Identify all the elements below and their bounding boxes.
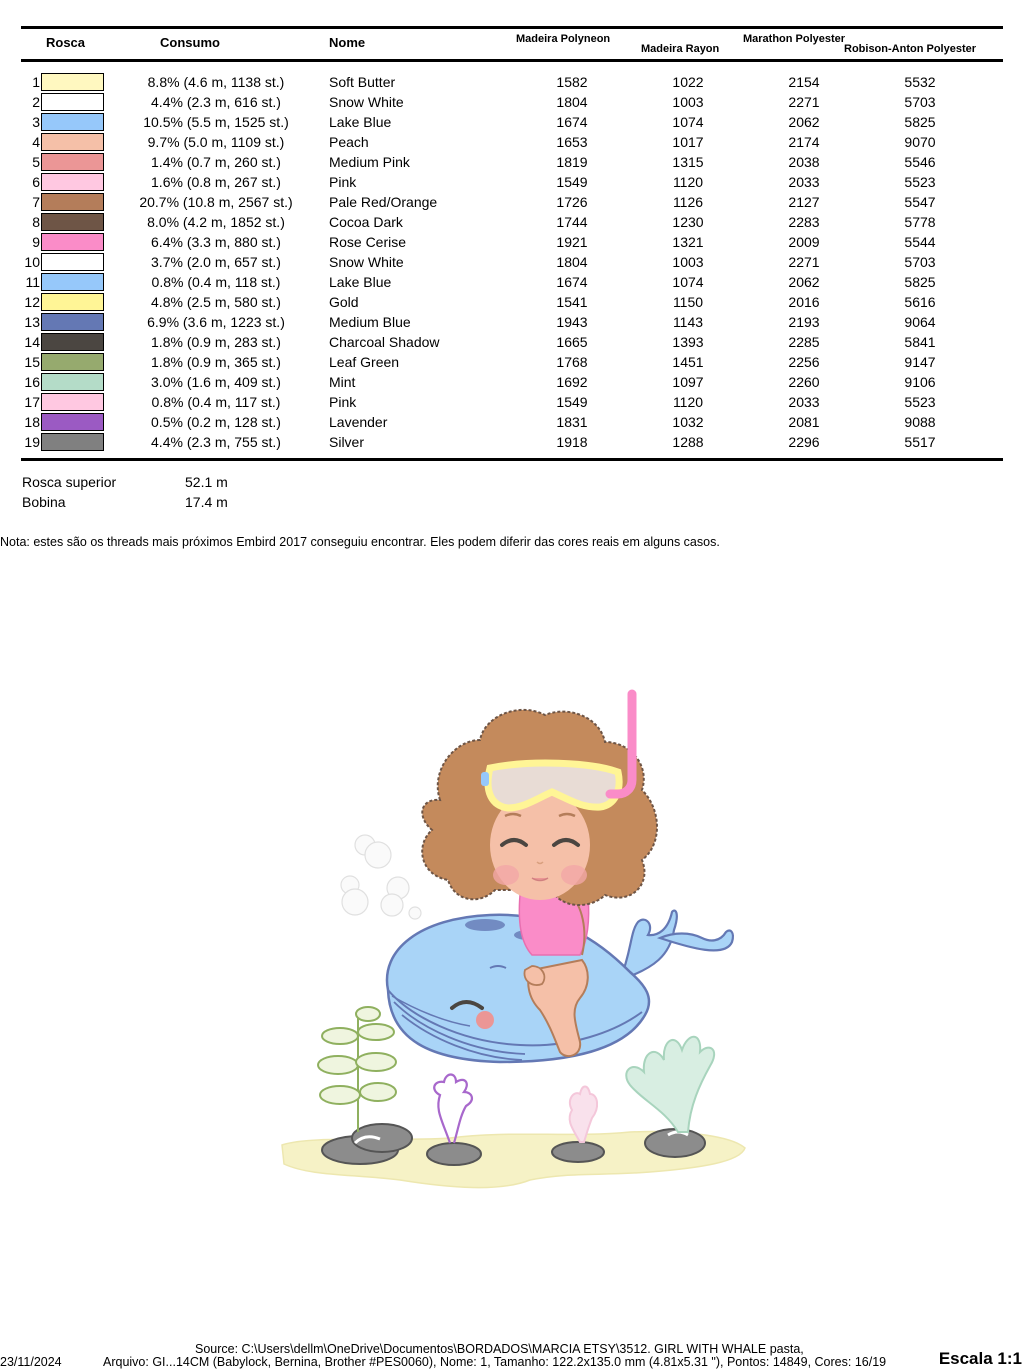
thread-name: Leaf Green	[329, 354, 400, 370]
thread-table-body	[0, 72, 1024, 452]
color-swatch	[41, 293, 104, 311]
marathon-polyester-code: 2016	[788, 294, 820, 310]
thread-consumption: 4.8% (2.5 m, 580 st.)	[151, 294, 281, 310]
thread-name: Charcoal Shadow	[329, 334, 440, 350]
thread-consumption: 1.4% (0.7 m, 260 st.)	[151, 154, 281, 170]
thread-number: 8	[32, 214, 40, 230]
table-row	[0, 92, 1024, 112]
marathon-polyester-code: 2062	[788, 274, 820, 290]
scale-label: Escala 1:1	[938, 1349, 1022, 1368]
madeira-polyneon-code: 1943	[556, 314, 588, 330]
table-row	[0, 212, 1024, 232]
madeira-rayon-code: 1230	[672, 214, 704, 230]
marathon-polyester-code: 2271	[788, 254, 820, 270]
madeira-rayon-code: 1150	[672, 294, 704, 310]
marathon-polyester-code: 2062	[788, 114, 820, 130]
robison-anton-code: 5517	[904, 434, 936, 450]
bubbles	[341, 835, 421, 919]
thread-consumption: 0.8% (0.4 m, 118 st.)	[151, 274, 281, 290]
thread-name: Pink	[329, 394, 357, 410]
header-robison-anton-polyester: Robison-Anton Polyester	[844, 43, 977, 55]
header-marathon-polyester: Marathon Polyester	[743, 33, 846, 45]
madeira-polyneon-code: 1804	[556, 94, 588, 110]
thread-name: Medium Pink	[329, 154, 410, 170]
thread-number: 9	[32, 234, 40, 250]
table-row	[0, 432, 1024, 452]
table-header-rule	[21, 59, 1003, 62]
madeira-polyneon-code: 1582	[556, 74, 588, 90]
thread-name: Lake Blue	[329, 114, 392, 130]
madeira-rayon-code: 1074	[672, 274, 704, 290]
madeira-rayon-code: 1120	[672, 394, 704, 410]
thread-number: 3	[32, 114, 40, 130]
table-row	[0, 312, 1024, 332]
thread-name: Gold	[329, 294, 359, 310]
madeira-rayon-code: 1074	[672, 114, 704, 130]
thread-name: Lake Blue	[329, 274, 392, 290]
thread-consumption: 0.8% (0.4 m, 117 st.)	[151, 394, 281, 410]
thread-name: Pale Red/Orange	[329, 194, 438, 210]
madeira-rayon-code: 1017	[672, 134, 704, 150]
header-madeira-rayon: Madeira Rayon	[641, 43, 720, 55]
thread-number: 7	[32, 194, 40, 210]
table-row	[0, 232, 1024, 252]
madeira-rayon-code: 1288	[672, 434, 704, 450]
thread-name: Peach	[329, 134, 369, 150]
coral-lavender	[434, 1075, 472, 1144]
thread-consumption: 4.4% (2.3 m, 616 st.)	[151, 94, 281, 110]
color-swatch	[41, 173, 104, 191]
table-row	[0, 112, 1024, 132]
table-bottom-rule	[21, 458, 1003, 461]
thread-consumption: 20.7% (10.8 m, 2567 st.)	[139, 194, 293, 210]
thread-consumption: 1.8% (0.9 m, 283 st.)	[151, 334, 281, 350]
madeira-rayon-code: 1126	[672, 194, 704, 210]
robison-anton-code: 9064	[904, 314, 936, 330]
madeira-rayon-code: 1315	[672, 154, 704, 170]
thread-consumption: 8.0% (4.2 m, 1852 st.)	[147, 214, 285, 230]
color-swatch	[41, 393, 104, 411]
robison-anton-code: 5523	[904, 174, 936, 190]
madeira-rayon-code: 1003	[672, 254, 704, 270]
robison-anton-code: 9088	[904, 414, 936, 430]
thread-consumption: 1.6% (0.8 m, 267 st.)	[151, 174, 281, 190]
robison-anton-code: 9070	[904, 134, 936, 150]
marathon-polyester-code: 2174	[788, 134, 820, 150]
madeira-rayon-code: 1120	[672, 174, 704, 190]
header-nome: Nome	[329, 35, 366, 50]
table-row	[0, 192, 1024, 212]
color-swatch	[41, 193, 104, 211]
table-row	[0, 72, 1024, 92]
top-thread-value: 52.1 m	[185, 474, 228, 490]
thread-consumption: 4.4% (2.3 m, 755 st.)	[151, 434, 281, 450]
embroidery-design-preview	[270, 680, 760, 1220]
thread-number: 13	[24, 314, 40, 330]
madeira-polyneon-code: 1541	[556, 294, 588, 310]
color-swatch	[41, 373, 104, 391]
madeira-rayon-code: 1003	[672, 94, 704, 110]
thread-consumption: 3.0% (1.6 m, 409 st.)	[151, 374, 281, 390]
thread-match-note: Nota: estes são os threads mais próximos Embird 2017 conseguiu encontrar. Eles podem diferir das cores reais em alguns casos.	[0, 535, 720, 549]
color-swatch	[41, 73, 104, 91]
madeira-polyneon-code: 1819	[556, 154, 588, 170]
robison-anton-code: 9147	[904, 354, 936, 370]
color-swatch	[41, 133, 104, 151]
thread-number: 4	[32, 134, 40, 150]
thread-consumption: 10.5% (5.5 m, 1525 st.)	[143, 114, 289, 130]
madeira-polyneon-code: 1674	[556, 114, 588, 130]
bobbin-value: 17.4 m	[185, 494, 228, 510]
marathon-polyester-code: 2193	[788, 314, 820, 330]
thread-consumption: 8.8% (4.6 m, 1138 st.)	[147, 74, 285, 90]
madeira-rayon-code: 1097	[672, 374, 704, 390]
marathon-polyester-code: 2038	[788, 154, 820, 170]
whale-tail	[620, 911, 733, 980]
table-row	[0, 372, 1024, 392]
madeira-rayon-code: 1451	[672, 354, 704, 370]
madeira-polyneon-code: 1653	[556, 134, 588, 150]
thread-name: Rose Cerise	[329, 234, 407, 250]
marathon-polyester-code: 2081	[788, 414, 820, 430]
table-row	[0, 252, 1024, 272]
madeira-polyneon-code: 1768	[556, 354, 588, 370]
madeira-polyneon-code: 1726	[556, 194, 588, 210]
header-madeira-polyneon: Madeira Polyneon	[516, 33, 611, 45]
madeira-polyneon-code: 1549	[556, 394, 588, 410]
marathon-polyester-code: 2033	[788, 394, 820, 410]
table-row	[0, 272, 1024, 292]
color-swatch	[41, 273, 104, 291]
marathon-polyester-code: 2256	[788, 354, 820, 370]
madeira-polyneon-code: 1918	[556, 434, 588, 450]
thread-number: 6	[32, 174, 40, 190]
thread-number: 5	[32, 154, 40, 170]
thread-name: Lavender	[329, 414, 388, 430]
marathon-polyester-code: 2271	[788, 94, 820, 110]
thread-name: Soft Butter	[329, 74, 396, 90]
thread-name: Cocoa Dark	[329, 214, 403, 230]
robison-anton-code: 5532	[904, 74, 936, 90]
color-swatch	[41, 413, 104, 431]
coral-mint	[626, 1037, 714, 1132]
marathon-polyester-code: 2033	[788, 174, 820, 190]
robison-anton-code: 5616	[904, 294, 936, 310]
file-info: Arquivo: GI...14CM (Babylock, Bernina, Brother #PES0060), Nome: 1, Tamanho: 122.2x135.0 mm (4.81x5.31 "), Pontos: 14849, Cores: 16/19	[103, 1355, 887, 1369]
robison-anton-code: 5841	[904, 334, 936, 350]
source-path: Source: C:\Users\dellm\OneDrive\Documentos\BORDADOS\MARCIA ETSY\3512. GIRL WITH WHALE pasta,	[195, 1342, 804, 1356]
marathon-polyester-code: 2009	[788, 234, 820, 250]
table-row	[0, 152, 1024, 172]
thread-number: 1	[32, 74, 40, 90]
header-consumo: Consumo	[160, 35, 220, 50]
robison-anton-code: 5703	[904, 94, 936, 110]
thread-name: Silver	[329, 434, 365, 450]
marathon-polyester-code: 2296	[788, 434, 820, 450]
table-row	[0, 352, 1024, 372]
thread-number: 2	[32, 94, 40, 110]
thread-number: 19	[24, 434, 40, 450]
madeira-rayon-code: 1022	[672, 74, 704, 90]
madeira-polyneon-code: 1744	[556, 214, 588, 230]
madeira-rayon-code: 1321	[672, 234, 704, 250]
thread-consumption: 1.8% (0.9 m, 365 st.)	[151, 354, 281, 370]
robison-anton-code: 5703	[904, 254, 936, 270]
thread-consumption: 9.7% (5.0 m, 1109 st.)	[147, 134, 285, 150]
thread-number: 14	[24, 334, 40, 350]
madeira-polyneon-code: 1804	[556, 254, 588, 270]
thread-consumption: 3.7% (2.0 m, 657 st.)	[151, 254, 281, 270]
table-row	[0, 412, 1024, 432]
thread-consumption: 6.9% (3.6 m, 1223 st.)	[147, 314, 285, 330]
thread-name: Pink	[329, 174, 357, 190]
robison-anton-code: 5825	[904, 274, 936, 290]
table-row	[0, 292, 1024, 312]
bobbin-label: Bobina	[22, 494, 66, 510]
marathon-polyester-code: 2260	[788, 374, 820, 390]
seaweed-green	[318, 1007, 396, 1132]
whale-body	[387, 915, 649, 1062]
color-swatch	[41, 333, 104, 351]
thread-name: Snow White	[329, 94, 404, 110]
robison-anton-code: 5778	[904, 214, 936, 230]
thread-consumption: 0.5% (0.2 m, 128 st.)	[151, 414, 281, 430]
marathon-polyester-code: 2285	[788, 334, 820, 350]
thread-number: 17	[24, 394, 40, 410]
color-swatch	[41, 313, 104, 331]
table-top-rule	[21, 26, 1003, 29]
madeira-polyneon-code: 1921	[556, 234, 588, 250]
top-thread-label: Rosca superior	[22, 474, 117, 490]
robison-anton-code: 9106	[904, 374, 936, 390]
print-date: 23/11/2024	[0, 1355, 62, 1369]
madeira-polyneon-code: 1549	[556, 174, 588, 190]
color-swatch	[41, 93, 104, 111]
madeira-rayon-code: 1393	[672, 334, 704, 350]
madeira-rayon-code: 1143	[672, 314, 704, 330]
header-rosca: Rosca	[46, 35, 86, 50]
thread-number: 10	[24, 254, 40, 270]
table-row	[0, 172, 1024, 192]
thread-number: 18	[24, 414, 40, 430]
robison-anton-code: 5523	[904, 394, 936, 410]
madeira-polyneon-code: 1831	[556, 414, 588, 430]
color-swatch	[41, 233, 104, 251]
robison-anton-code: 5825	[904, 114, 936, 130]
thread-name: Mint	[329, 374, 356, 390]
robison-anton-code: 5547	[904, 194, 936, 210]
color-swatch	[41, 153, 104, 171]
thread-number: 12	[24, 294, 40, 310]
thread-number: 16	[24, 374, 40, 390]
thread-number: 15	[24, 354, 40, 370]
madeira-polyneon-code: 1674	[556, 274, 588, 290]
table-row	[0, 392, 1024, 412]
robison-anton-code: 5544	[904, 234, 936, 250]
thread-name: Snow White	[329, 254, 404, 270]
color-swatch	[41, 113, 104, 131]
table-row	[0, 332, 1024, 352]
color-swatch	[41, 353, 104, 371]
robison-anton-code: 5546	[904, 154, 936, 170]
marathon-polyester-code: 2154	[788, 74, 820, 90]
color-swatch	[41, 253, 104, 271]
thread-number: 11	[25, 274, 40, 290]
thread-consumption: 6.4% (3.3 m, 880 st.)	[151, 234, 281, 250]
table-row	[0, 132, 1024, 152]
marathon-polyester-code: 2127	[788, 194, 820, 210]
madeira-polyneon-code: 1665	[556, 334, 588, 350]
color-swatch	[41, 433, 104, 451]
madeira-polyneon-code: 1692	[556, 374, 588, 390]
marathon-polyester-code: 2283	[788, 214, 820, 230]
thread-name: Medium Blue	[329, 314, 411, 330]
color-swatch	[41, 213, 104, 231]
madeira-rayon-code: 1032	[672, 414, 704, 430]
